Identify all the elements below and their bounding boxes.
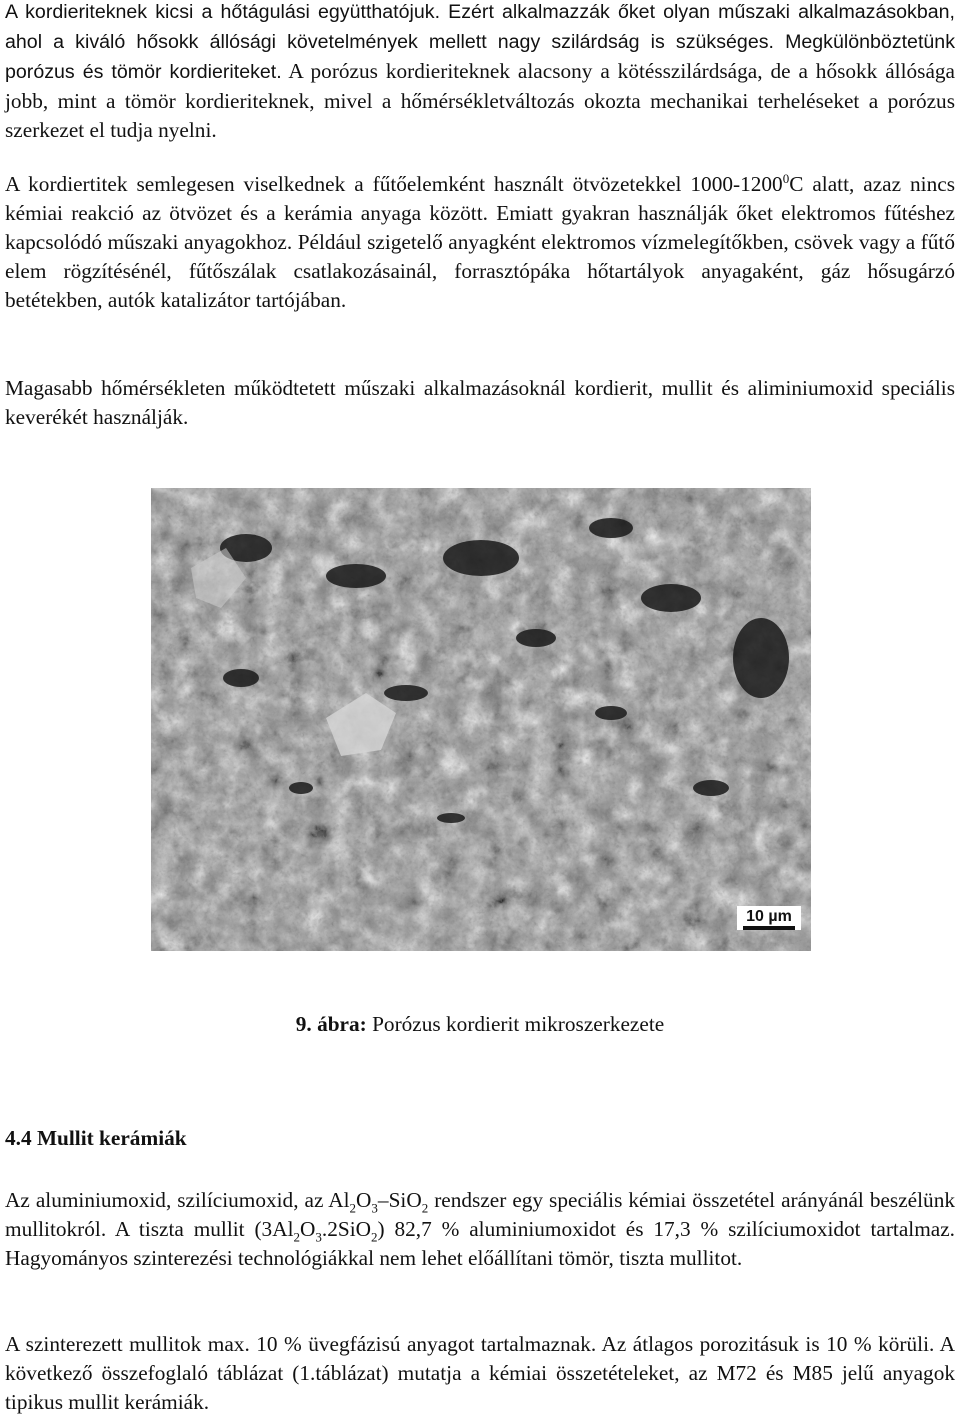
- sem-micrograph-image: [151, 488, 811, 951]
- subscript: 2: [371, 1229, 378, 1245]
- paragraph-cordierite-applications: [5, 170, 955, 315]
- paragraph-serif-segment: A porózus kordieriteknek alacsony a kötésszilárdsága, de a hősokk állósága jobb, mint a tömör kordieriteknek, mivel a hőmérsékletváltozás okozta mechanikai terheléseket a porózus szerkezet el tudja nyelni.: [5, 59, 956, 142]
- sem-micrograph-drawing: [151, 488, 811, 951]
- text-run: –SiO: [377, 1188, 422, 1212]
- subscript: 2: [349, 1200, 357, 1216]
- text-run: Az aluminiumoxid, szilíciumoxid, az Al: [5, 1188, 350, 1212]
- scale-bar: [743, 926, 795, 930]
- text-run: O: [356, 1188, 372, 1212]
- paragraph-mullite-definition: [5, 1186, 955, 1273]
- subscript: 3: [371, 1200, 378, 1216]
- subscript: 2: [421, 1200, 429, 1216]
- paragraph-text-b: C alatt, azaz nincs kémiai reakció az ötvözet és a kerámia anyaga között. Emiatt gyakran használják őket elektromos fűtéshez kapcsolódó műszaki anyagokhoz. Például szigetelő anyagként elektromos vízmelegítőkben, csövek vagy a fűtő elem rögzítésénél, fűtőszálak csatlakozásainál, forrasztópáka hőtartályok anyagaként, gáz hősugárzó betétekben, autók katalizátor tartójában.: [5, 172, 955, 312]
- figure-caption: [0, 1010, 960, 1039]
- subscript: 2: [293, 1229, 300, 1245]
- paragraph-high-temperature: Magasabb hőmérsékleten működtetett műszaki alkalmazásoknál kordierit, mullit és aliminiumoxid speciális keverékét használják.: [5, 376, 955, 429]
- paragraph-cordierite-intro: [5, 0, 955, 145]
- figure-caption-number: 9. ábra:: [295, 1012, 367, 1036]
- paragraph-sans-segment: A kordieriteknek kicsi a hőtágulási együtthatójuk. Ezért alkalmazzák őket olyan műszaki alkalmazásokban, ahol a kiváló hősokk állósági követelmények mellett nagy szilárdság is szükséges. Megkülönböztetünk porózus és tömör kordieriteket.: [5, 1, 955, 83]
- text-run: .2SiO: [321, 1217, 372, 1241]
- text-run: ) 82,7 % aluminiumoxidot és 17,3 % szilíciumoxidot tartalmaz. Hagyományos szinterezési technológiákkal nem lehet előállítani tömör, tiszta mullitot.: [5, 1217, 955, 1270]
- section-heading: 4.4 Mullit kerámiák: [5, 1126, 187, 1150]
- paragraph-text-a: A kordiertitek semlegesen viselkednek a fűtőelemként használt ötvözetekkel 1000-1200: [5, 172, 783, 196]
- text-run: rendszer egy speciális kémiai összetétel arányánál beszélünk mullitokról. A tiszta mullit (3Al: [5, 1188, 955, 1241]
- figure-caption-text: Porózus kordierit mikroszerkezete: [366, 1012, 665, 1036]
- scale-bar-label: 10 µm: [746, 908, 792, 925]
- subscript: 3: [315, 1229, 322, 1245]
- text-run: O: [300, 1217, 316, 1241]
- superscript-degree: 0: [782, 170, 790, 186]
- paragraph-sintered-mullite: A szinterezett mullitok max. 10 % üvegfázisú anyagot tartalmaznak. Az átlagos porozitásuk is 10 % körüli. A következő összefoglaló táblázat (1.táblázat) mutatja a kémiai összetételeket, az M72 és M85 jelű anyagok tipikus mullit kerámiák.: [5, 1332, 955, 1414]
